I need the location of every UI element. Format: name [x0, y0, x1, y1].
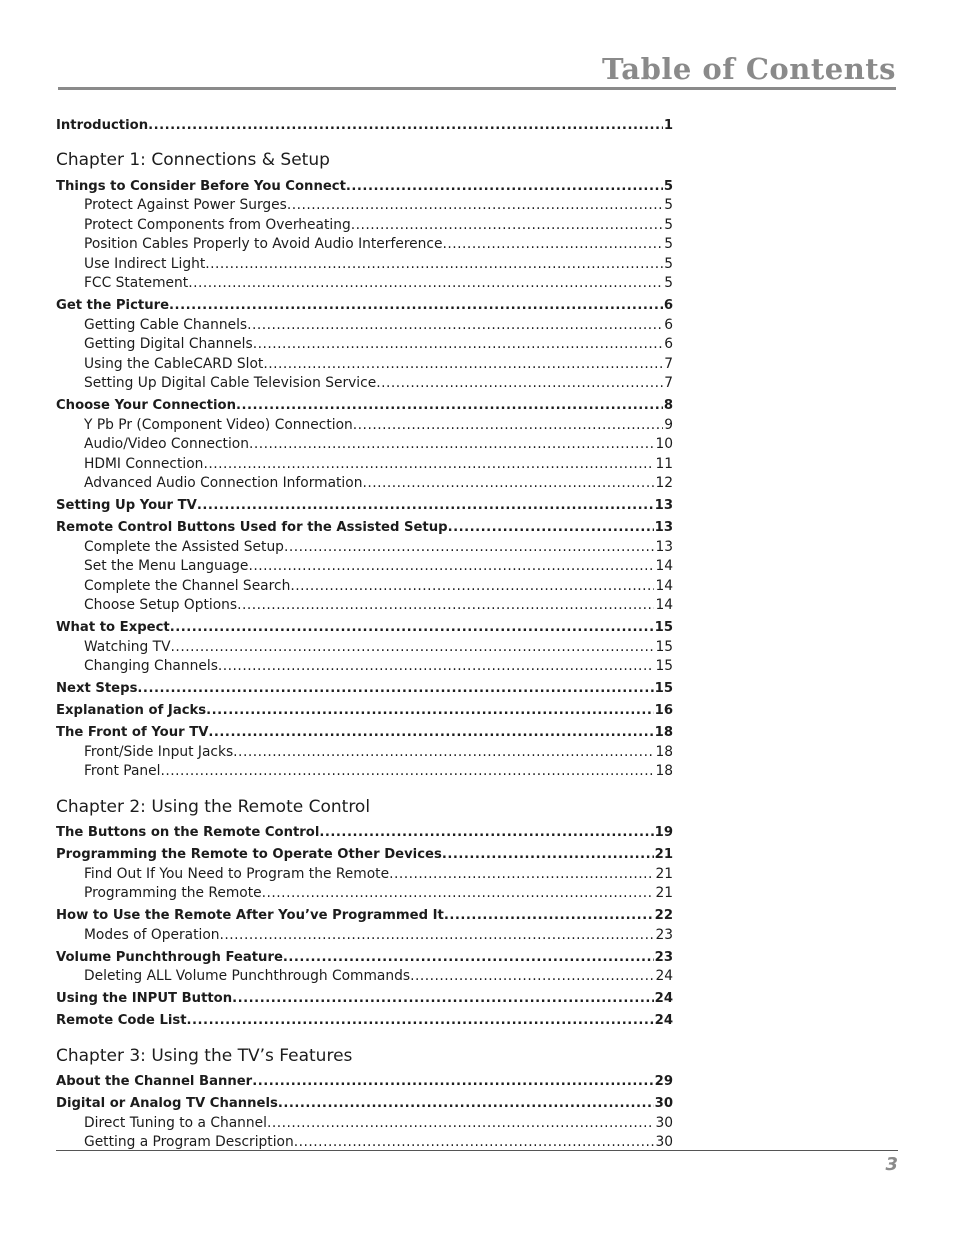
- toc-entry-page: 6: [663, 298, 673, 313]
- toc-entry-title: Choose Setup Options: [84, 597, 238, 613]
- dot-leader: [187, 1011, 654, 1031]
- dot-leader: [218, 657, 655, 677]
- dot-leader: [247, 316, 663, 336]
- dot-leader: [148, 116, 663, 136]
- toc-section-entry: [56, 701, 673, 721]
- toc-entry-title: Getting a Program Description: [84, 1134, 294, 1150]
- toc-entry-page: 11: [655, 455, 673, 472]
- toc-entry-page: 5: [663, 178, 673, 194]
- toc-entry-page: 21: [654, 847, 673, 862]
- toc-entry-title: Remote Control Buttons Used for the Assisted Setup: [56, 520, 448, 535]
- toc-entry-page: 15: [655, 658, 673, 674]
- toc-section-entry: [56, 906, 673, 926]
- toc-entry-page: 18: [654, 725, 673, 740]
- toc-entry-title: Audio/Video Connection: [84, 436, 249, 452]
- dot-leader: [362, 474, 654, 494]
- dot-leader: [205, 255, 663, 275]
- toc-entry-page: 6: [664, 316, 673, 333]
- toc-entry-title: Front Panel: [84, 763, 161, 779]
- toc-entry-page: 6: [664, 336, 673, 352]
- footer-divider: [56, 1150, 898, 1151]
- toc-entry-title: Using the INPUT Button: [56, 991, 233, 1006]
- dot-leader: [444, 906, 654, 926]
- toc-subsection-entry: [56, 596, 673, 616]
- toc-entry-page: 16: [654, 703, 673, 718]
- toc-entry-title: Volume Punchthrough Feature: [56, 949, 283, 965]
- dot-leader: [171, 638, 655, 658]
- toc-entry-title: Advanced Audio Connection Information: [84, 475, 363, 491]
- chapter-heading: Chapter 1: Connections & Setup: [56, 150, 330, 170]
- toc-subsection-entry: [56, 235, 673, 255]
- toc-entry-title: Complete the Assisted Setup: [84, 538, 284, 555]
- toc-entry-page: 9: [664, 416, 673, 433]
- toc-subsection-entry: [56, 255, 673, 275]
- toc-section-entry: [56, 823, 673, 843]
- dot-leader: [252, 1072, 653, 1092]
- toc-entry-page: 22: [654, 908, 673, 923]
- toc-entry-page: 23: [655, 926, 673, 943]
- page-title: Table of Contents: [601, 52, 896, 86]
- toc-subsection-entry: [56, 335, 673, 355]
- toc-entry-page: 24: [655, 968, 673, 984]
- toc-entry-title: HDMI Connection: [84, 455, 204, 472]
- toc-entry-page: 5: [664, 255, 673, 272]
- toc-entry-title: What to Expect: [56, 620, 170, 635]
- dot-leader: [283, 948, 654, 968]
- dot-leader: [170, 618, 654, 638]
- toc-subsection-entry: [56, 455, 673, 475]
- dot-leader: [278, 1094, 654, 1114]
- dot-leader: [236, 396, 663, 416]
- toc-entry-page: 10: [655, 436, 673, 452]
- toc-entry-title: Protect Against Power Surges: [84, 197, 287, 213]
- toc-subsection-entry: [56, 743, 673, 763]
- toc-subsection-entry: [56, 538, 673, 558]
- toc-entry-title: Setting Up Your TV: [56, 498, 197, 513]
- dot-leader: [220, 926, 655, 946]
- table-of-contents: [56, 113, 673, 1153]
- toc-entry-title: Explanation of Jacks: [56, 703, 207, 718]
- toc-entry-page: 18: [655, 743, 673, 760]
- dot-leader: [137, 679, 653, 699]
- toc-subsection-entry: [56, 435, 673, 455]
- toc-entry-title: Protect Components from Overheating: [84, 216, 351, 233]
- toc-entry-title: FCC Statement: [84, 275, 189, 291]
- dot-leader: [442, 845, 654, 865]
- toc-section-entry: [56, 496, 673, 516]
- dot-leader: [290, 577, 654, 597]
- toc-entry-title: Get the Picture: [56, 298, 170, 313]
- toc-entry-page: 13: [655, 538, 673, 555]
- chapter-heading: Chapter 2: Using the Remote Control: [56, 796, 371, 817]
- toc-entry-title: Using the CableCARD Slot: [84, 355, 264, 372]
- toc-subsection-entry: [56, 926, 673, 946]
- dot-leader: [203, 455, 654, 475]
- toc-entry-title: Next Steps: [56, 681, 138, 696]
- dot-leader: [248, 557, 654, 577]
- dot-leader: [448, 518, 654, 538]
- toc-entry-title: The Front of Your TV: [56, 725, 209, 740]
- toc-entry-page: 18: [655, 763, 673, 779]
- toc-entry-page: 21: [655, 865, 673, 882]
- toc-entry-title: Choose Your Connection: [56, 398, 237, 413]
- toc-subsection-entry: [56, 557, 673, 577]
- toc-entry-page: 15: [654, 681, 673, 696]
- title-divider: [58, 87, 896, 90]
- toc-section-entry: [56, 723, 673, 743]
- toc-entry-page: 14: [655, 577, 673, 594]
- toc-subsection-entry: [56, 884, 673, 904]
- toc-entry-title: Digital or Analog TV Channels: [56, 1096, 278, 1111]
- dot-leader: [353, 416, 663, 436]
- toc-subsection-entry: [56, 638, 673, 658]
- toc-entry-title: Getting Cable Channels: [84, 316, 248, 333]
- toc-entry-page: 14: [655, 558, 673, 574]
- toc-entry-title: Use Indirect Light: [84, 255, 206, 272]
- toc-entry-title: Set the Menu Language: [84, 558, 249, 574]
- toc-entry-title: Direct Tuning to a Channel: [84, 1114, 267, 1131]
- toc-entry-page: 14: [655, 597, 673, 613]
- toc-entry-page: 21: [655, 885, 673, 901]
- toc-section-entry: [56, 116, 673, 136]
- page-number: 3: [885, 1154, 898, 1175]
- dot-leader: [443, 235, 664, 255]
- toc-section-entry: [56, 845, 673, 865]
- toc-subsection-entry: [56, 657, 673, 677]
- toc-section-entry: [56, 518, 673, 538]
- toc-section-entry: [56, 396, 673, 416]
- toc-entry-title: Programming the Remote: [84, 885, 262, 901]
- dot-leader: [262, 884, 655, 904]
- dot-leader: [287, 196, 663, 216]
- toc-entry-page: 23: [654, 949, 673, 965]
- dot-leader: [267, 1114, 654, 1134]
- toc-entry-title: Deleting ALL Volume Punchthrough Commands: [84, 968, 411, 984]
- toc-entry-title: Programming the Remote to Operate Other Devices: [56, 847, 442, 862]
- toc-subsection-entry: [56, 316, 673, 336]
- toc-entry-page: 24: [654, 991, 673, 1006]
- dot-leader: [208, 723, 653, 743]
- toc-entry-page: 15: [655, 638, 673, 655]
- toc-section-entry: [56, 948, 673, 968]
- toc-entry-page: 13: [654, 498, 673, 513]
- toc-entry-page: 15: [654, 620, 673, 635]
- toc-entry-title: The Buttons on the Remote Control: [56, 825, 320, 840]
- toc-entry-title: Watching TV: [84, 638, 171, 655]
- toc-entry-title: Modes of Operation: [84, 926, 220, 943]
- toc-entry-page: 7: [664, 375, 673, 391]
- dot-leader: [161, 762, 655, 782]
- toc-entry-page: 24: [654, 1013, 673, 1028]
- toc-entry-title: Position Cables Properly to Avoid Audio Interference: [84, 236, 443, 252]
- toc-entry-page: 5: [664, 197, 673, 213]
- toc-section-entry: [56, 1011, 673, 1031]
- dot-leader: [232, 989, 654, 1009]
- dot-leader: [188, 274, 663, 294]
- toc-subsection-entry: [56, 762, 673, 782]
- toc-entry-page: 1: [663, 117, 673, 133]
- dot-leader: [410, 967, 654, 987]
- chapter-heading: Chapter 3: Using the TV’s Features: [56, 1045, 353, 1066]
- toc-subsection-entry: [56, 355, 673, 375]
- toc-section-entry: [56, 296, 673, 316]
- toc-entry-page: 5: [664, 236, 673, 252]
- dot-leader: [237, 596, 654, 616]
- dot-leader: [389, 865, 654, 885]
- toc-entry-title: Find Out If You Need to Program the Remote: [84, 865, 390, 882]
- toc-entry-page: 30: [655, 1134, 673, 1150]
- toc-entry-page: 7: [664, 355, 673, 372]
- toc-subsection-entry: [56, 1114, 673, 1134]
- toc-section-entry: [56, 679, 673, 699]
- toc-entry-title: Things to Consider Before You Connect: [56, 178, 346, 194]
- toc-entry-title: Setting Up Digital Cable Television Service: [84, 375, 377, 391]
- toc-subsection-entry: [56, 196, 673, 216]
- toc-subsection-entry: [56, 216, 673, 236]
- toc-entry-page: 13: [654, 520, 673, 535]
- dot-leader: [206, 701, 653, 721]
- toc-subsection-entry: [56, 416, 673, 436]
- toc-subsection-entry: [56, 577, 673, 597]
- toc-entry-page: 5: [664, 216, 673, 233]
- dot-leader: [319, 823, 653, 843]
- toc-entry-page: 5: [664, 275, 673, 291]
- toc-entry-page: 19: [654, 825, 673, 840]
- toc-section-entry: [56, 1072, 673, 1092]
- toc-section-entry: [56, 177, 673, 197]
- toc-entry-title: Complete the Channel Search: [84, 577, 291, 594]
- toc-entry-title: Introduction: [56, 117, 149, 133]
- dot-leader: [284, 538, 654, 558]
- dot-leader: [249, 435, 654, 455]
- toc-subsection-entry: [56, 374, 673, 394]
- toc-entry-title: Getting Digital Channels: [84, 336, 253, 352]
- toc-subsection-entry: [56, 967, 673, 987]
- toc-subsection-entry: [56, 474, 673, 494]
- dot-leader: [253, 335, 664, 355]
- toc-section-entry: [56, 618, 673, 638]
- toc-section-entry: [56, 989, 673, 1009]
- toc-entry-page: 30: [654, 1096, 673, 1111]
- dot-leader: [197, 496, 654, 516]
- toc-entry-title: Front/Side Input Jacks: [84, 743, 234, 760]
- toc-section-entry: [56, 1094, 673, 1114]
- toc-entry-title: Remote Code List: [56, 1013, 187, 1028]
- toc-subsection-entry: [56, 274, 673, 294]
- toc-entry-title: Y Pb Pr (Component Video) Connection: [84, 416, 353, 433]
- dot-leader: [263, 355, 663, 375]
- toc-entry-page: 8: [663, 398, 673, 413]
- toc-entry-title: Changing Channels: [84, 658, 218, 674]
- toc-entry-title: About the Channel Banner: [56, 1074, 253, 1089]
- dot-leader: [233, 743, 654, 763]
- toc-entry-page: 30: [655, 1114, 673, 1131]
- toc-entry-page: 12: [655, 475, 673, 491]
- dot-leader: [376, 374, 663, 394]
- toc-subsection-entry: [56, 865, 673, 885]
- toc-entry-title: How to Use the Remote After You’ve Programmed It: [56, 908, 444, 923]
- dot-leader: [169, 296, 663, 316]
- dot-leader: [351, 216, 664, 236]
- dot-leader: [346, 177, 663, 197]
- toc-entry-page: 29: [654, 1074, 673, 1089]
